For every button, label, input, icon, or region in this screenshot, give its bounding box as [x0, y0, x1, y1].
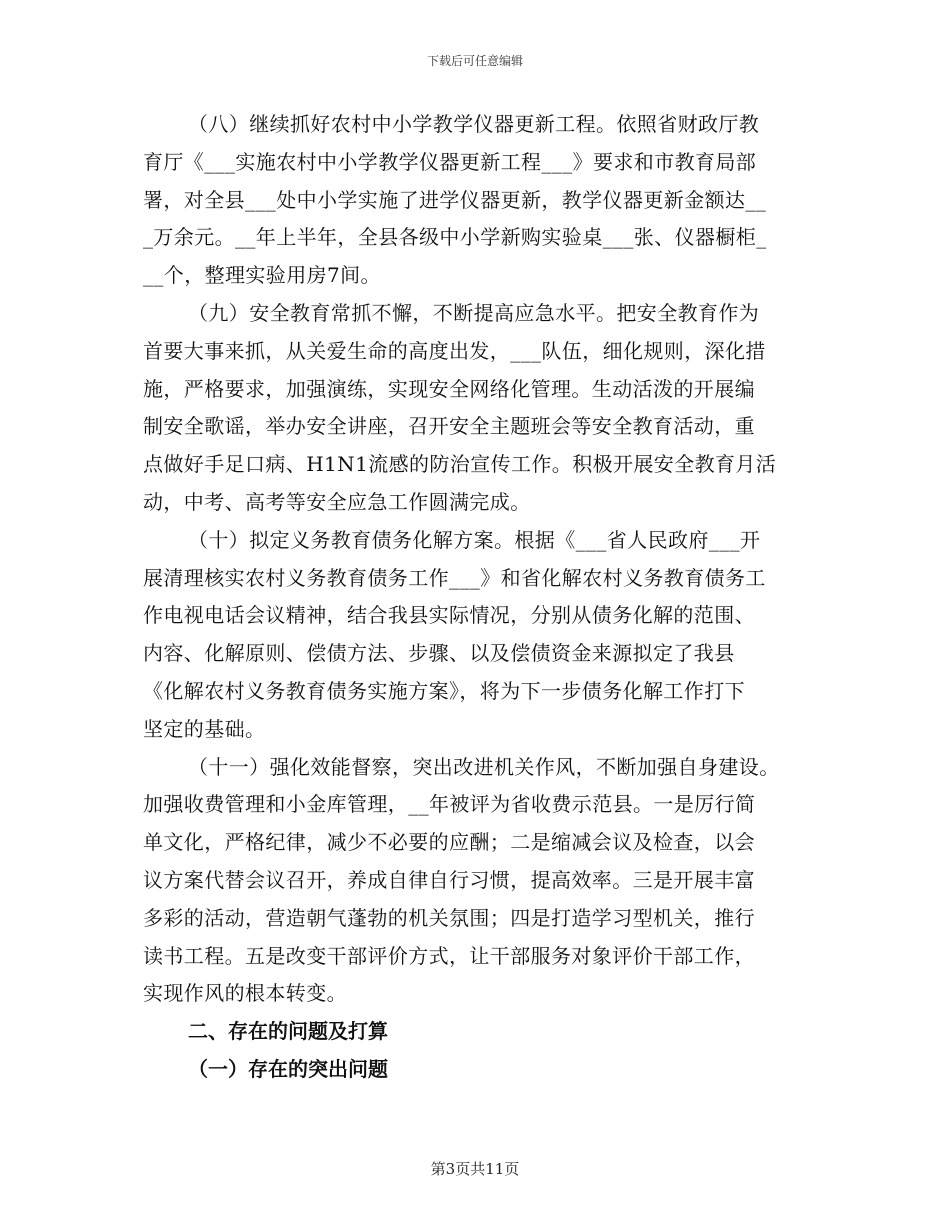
paragraph	[143, 106, 808, 295]
paragraph-line: （九）安全教育常抓不懈，不断提高应急水平。把安全教育作为	[188, 300, 760, 325]
paragraph-line: 实现作风的根本转变。	[143, 981, 347, 1006]
paragraph-line: 作电视电话会议精神，结合我县实际情况，分别从债务化解的范围、	[143, 603, 755, 628]
paragraph-line: 内容、化解原则、偿债方法、步骤、以及偿债资金来源拟定了我县	[143, 641, 735, 666]
paragraph-line: 育厅《___实施农村中小学教学仪器更新工程___》要求和市教育局部	[143, 149, 757, 174]
paragraph-line: 点做好手足口病、H1N1流感的防治宣传工作。积极开展安全教育月活	[143, 452, 777, 477]
paragraph-line: 施，严格要求，加强演练，实现安全网络化管理。生动活泼的开展编	[143, 376, 755, 401]
paragraph-line: 展清理核实农村义务教育债务工作___》和省化解农村义务教育债务工	[143, 565, 766, 590]
paragraph-line: 加强收费管理和小金库管理，__年被评为省收费示范县。一是厉行简	[143, 792, 756, 817]
paragraph-line: 首要大事来抓，从关爱生命的高度出发，___队伍，细化规则，深化措	[143, 338, 766, 363]
paragraph-line: 多彩的活动，营造朝气蓬勃的机关氛围；四是打造学习型机关，推行	[143, 905, 755, 930]
page-footer: 第3页共11页	[430, 1160, 520, 1178]
paragraph-line: 署，对全县___处中小学实施了进学仪器更新，教学仪器更新金额达__	[143, 187, 767, 212]
paragraph-line: _万余元。__年上半年，全县各级中小学新购实验桌___张、仪器橱柜_	[143, 225, 767, 250]
paragraph-line: 单文化，严格纪律，减少不必要的应酬；二是缩减会议及检查，以会	[143, 830, 755, 855]
document-body	[143, 106, 808, 1089]
paragraph	[143, 522, 808, 749]
paragraph	[143, 295, 808, 522]
paragraph-line: （十）拟定义务教育债务化解方案。根据《___省人民政府___开	[188, 527, 761, 552]
paragraph-line: 议方案代替会议召开，养成自律自行习惯，提高效率。三是开展丰富	[143, 867, 755, 892]
paragraph-line: 动，中考、高考等安全应急工作圆满完成。	[143, 489, 531, 514]
paragraph-line: 读书工程。五是改变干部评价方式，让干部服务对象评价干部工作，	[143, 943, 755, 968]
paragraph-list	[143, 106, 808, 1013]
paragraph-line: 坚定的基础。	[143, 716, 266, 741]
paragraph-line: 《化解农村义务教育债务实施方案》，将为下一步债务化解工作打下	[143, 678, 745, 703]
paragraph-line: （十一）强化效能督察，突出改进机关作风，不断加强自身建设。	[188, 754, 780, 779]
paragraph-line: （八）继续抓好农村中小学教学仪器更新工程。依照省财政厅教	[188, 112, 760, 136]
paragraph-line: __个，整理实验用房7间。	[143, 263, 381, 288]
section-headings	[143, 1013, 808, 1089]
section-heading: 二、存在的问题及打算	[188, 1019, 388, 1044]
paragraph	[143, 749, 808, 1014]
paragraph-line: 制安全歌谣，举办安全讲座，召开安全主题班会等安全教育活动，重	[143, 414, 755, 439]
page-header: 下载后可任意编辑	[426, 54, 523, 68]
section-heading: （一）存在的突出问题	[188, 1056, 388, 1081]
